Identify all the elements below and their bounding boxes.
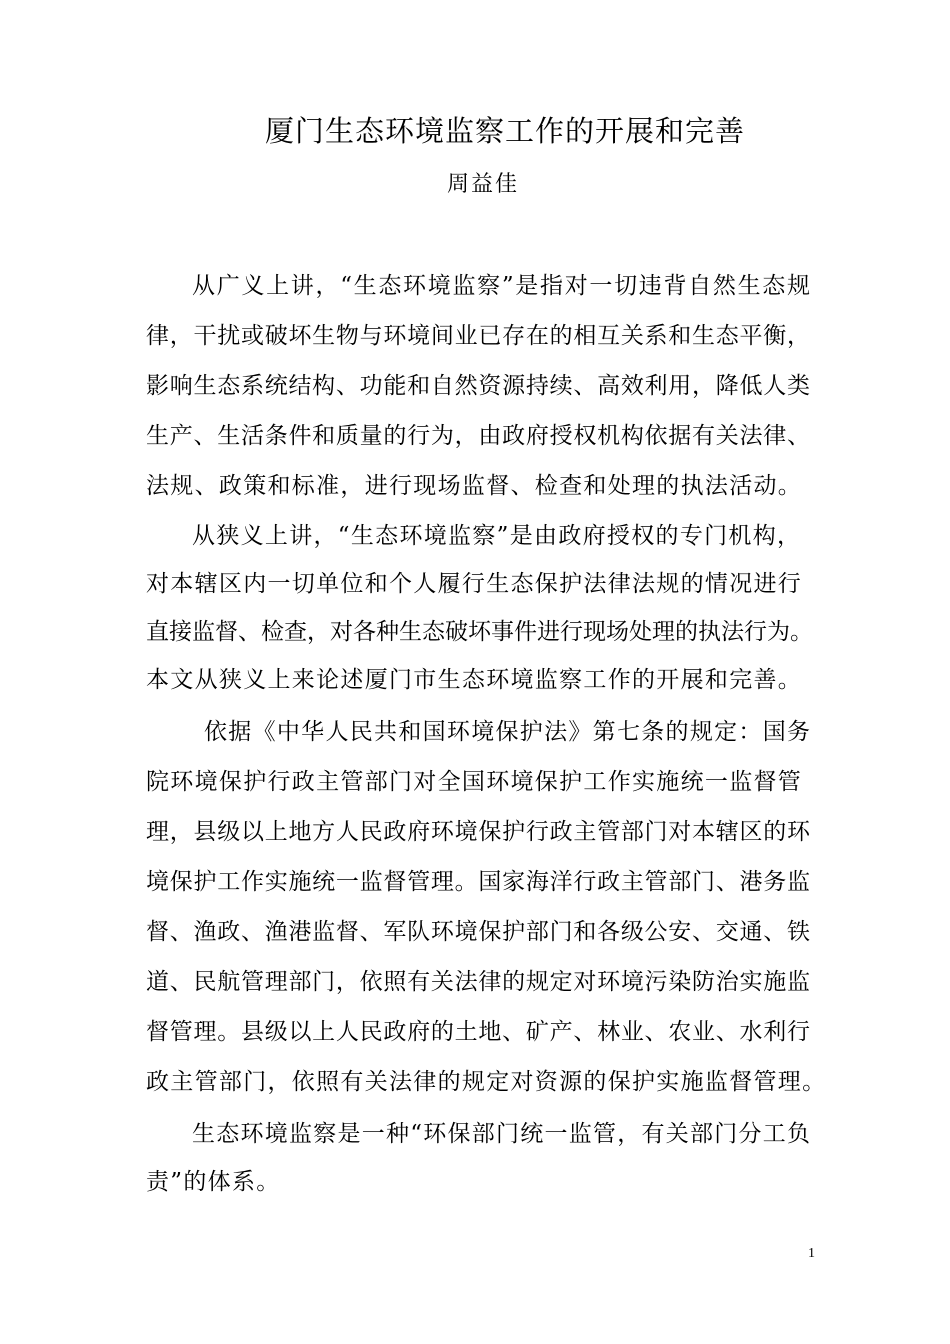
paragraph-2-line-2: 对本辖区内一切单位和个人履行生态保护法律法规的情况进行 [146,571,803,597]
paragraph-3-line-3: 理，县级以上地方人民政府环境保护行政主管部门对本辖区的环 [146,819,810,845]
paragraph-3-line-1: 依据《中华人民共和国环境保护法》第七条的规定：国务 [204,719,810,745]
document-title: 厦门生态环境监察工作的开展和完善 [264,114,745,148]
paragraph-1-line-3: 影响生态系统结构、功能和自然资源持续、高效利用，降低人类 [146,373,810,399]
document-author: 周益佳 [446,172,519,197]
page-number: 1 [808,1246,815,1261]
paragraph-1-line-1: 从广义上讲，“生态环境监察”是指对一切违背自然生态规 [192,273,810,299]
paragraph-3-line-7: 督管理。县级以上人民政府的土地、矿产、林业、农业、水利行 [146,1019,810,1045]
paragraph-4-line-2: 责”的体系。 [146,1169,281,1195]
paragraph-1-line-2: 律，干扰或破坏生物与环境间业已存在的相互关系和生态平衡， [146,323,810,349]
paragraph-4-line-1: 生态环境监察是一种“环保部门统一监管，有关部门分工负 [192,1121,810,1147]
paragraph-2-line-1: 从狭义上讲，“生态环境监察”是由政府授权的专门机构， [192,523,802,549]
paragraph-3-line-4: 境保护工作实施统一监督管理。国家海洋行政主管部门、港务监 [146,869,810,895]
paragraph-3-line-8: 政主管部门，依照有关法律的规定对资源的保护实施监督管理。 [146,1069,827,1095]
paragraph-3-line-2: 院环境保护行政主管部门对全国环境保护工作实施统一监督管 [146,769,803,795]
paragraph-1-line-4: 生产、生活条件和质量的行为，由政府授权机构依据有关法律、 [146,423,810,449]
paragraph-3-line-5: 督、渔政、渔港监督、军队环境保护部门和各级公安、交通、铁 [146,919,810,945]
paragraph-2-line-3: 直接监督、检查，对各种生态破坏事件进行现场处理的执法行为。 [146,619,813,645]
paragraph-3-line-6: 道、民航管理部门，依照有关法律的规定对环境污染防治实施监 [146,969,810,995]
paragraph-1-line-5: 法规、政策和标准，进行现场监督、检查和处理的执法活动。 [146,473,803,499]
paragraph-2-line-4: 本文从狭义上来论述厦门市生态环境监察工作的开展和完善。 [146,667,803,693]
